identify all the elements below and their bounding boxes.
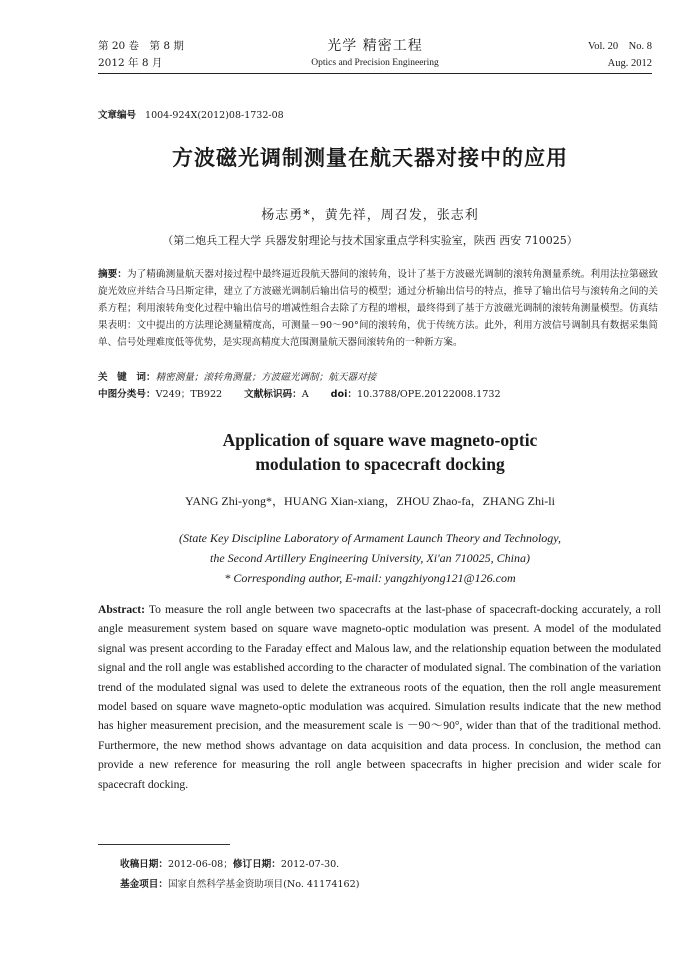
- article-number: [98, 107, 284, 121]
- authors-cn: 杨志勇*，黄先祥，周召发，张志利: [261, 208, 479, 223]
- volume-en: Vol. 20 No. 8: [588, 41, 652, 52]
- keywords-cn-text: 精密测量；滚转角测量；方波磁光调制；航天器对接: [155, 372, 377, 383]
- keywords-cn-label: 关 键 词：: [98, 372, 156, 383]
- clc-label: 中图分类号：: [98, 389, 156, 400]
- fund-label: 基金项目：: [120, 879, 168, 890]
- footnote-dates: [120, 858, 339, 872]
- title-en-line2: modulation to spacecraft docking: [255, 454, 505, 474]
- classification-line: [98, 386, 658, 403]
- abstract-en-label: Abstract:: [98, 603, 146, 616]
- abstract-cn-text: 为了精确测量航天器对接过程中最终逼近段航天器间的滚转角，设计了基于方波磁光调制的滚转角测量系统。利用法拉第磁致旋光效应并结合马吕斯定律，建立了方波磁光调制后输出信号的模型；通过分析输出信号的特点，推导了输出信号与滚转角之间的关系方程；利用滚转角变化过程中输出信号的增减性组合去除了方程的增根，最终得到了基于方波磁光调制的滚转角测量模型。仿真结果表明：文中提出的方法理论测量精度高，可测量－90～90°间的滚转角，优于传统方法。此外，利用方波信号调制具有数据采集简单、信号处理难度低等优势，是实现高精度大范围测量航天器间滚转角的一种新方案。: [98, 269, 658, 348]
- page-header: [98, 38, 652, 72]
- doi-value: 10.3788/OPE.20122008.1732: [357, 389, 501, 400]
- doc-code-label: 文献标识码：: [244, 389, 302, 400]
- authors-en: YANG Zhi-yong*，HUANG Xian-xiang，ZHOU Zhao-fa，ZHANG Zhi-li: [185, 494, 555, 508]
- header-right: [588, 38, 652, 72]
- affiliation-en: [60, 528, 680, 588]
- received-label: 收稿日期：: [120, 859, 168, 870]
- journal-name-cn: 光学 精密工程: [327, 38, 423, 54]
- title-en: [80, 428, 680, 476]
- received-value: 2012-06-08；: [167, 859, 233, 870]
- header-center: [98, 38, 652, 71]
- doi-label: doi：: [330, 389, 358, 400]
- journal-name-en: Optics and Precision Engineering: [311, 58, 439, 68]
- corresponding-author: * Corresponding author, E-mail: yangzhiyong121@126.com: [224, 571, 516, 585]
- affiliation-en-line1: (State Key Discipline Laboratory of Armament Launch Theory and Technology,: [179, 531, 561, 545]
- clc-value: V249；TB922: [155, 389, 223, 400]
- doc-code-value: A: [301, 389, 309, 400]
- affiliation-en-line2: the Second Artillery Engineering University, Xi'an 710025, China): [210, 551, 530, 565]
- revised-label: 修订日期：: [232, 859, 281, 870]
- title-cn: 方波磁光调制测量在航天器对接中的应用: [172, 146, 568, 170]
- abstract-cn: [98, 266, 658, 351]
- title-en-line1: Application of square wave magneto-optic: [222, 430, 538, 450]
- abstract-en: [98, 600, 661, 794]
- date-cn: 2012 年 8 月: [98, 57, 163, 69]
- header-rule: [98, 73, 652, 74]
- abstract-en-text: To measure the roll angle between two spacecrafts at the last-phase of spacecraft-docking accurately, a roll angle measurement system based on square wave magneto-optic modulation was present. A model of the modulated signal was present according to the Faraday effect and Malous law, and the relationship equation between the modulated signal and the roll angle was established according to the character of modulated signal. The combination of the variation trend of the modulated signal was used to delete the extraneous roots of the equation, then the roll angle measurement model based on square wave magneto-optic modulation was acquired. Simulation results indicate that the new method has higher measurement precision, and the measurement scale is －90～90°, wider than that of the traditional method. Furthermore, the new method shows advantage on data acquisition and data process. In conclusion, the method can provide a new reference for measuring the roll angle between spacecrafts in higher precision and wider scale for spacecraft docking.: [98, 603, 661, 791]
- volume-cn: 第 20 卷 第 8 期: [98, 40, 184, 52]
- abstract-cn-label: 摘要：: [98, 269, 127, 280]
- keywords-cn: [98, 369, 658, 386]
- fund-value: 国家自然科学基金资助项目(No. 41174162): [167, 879, 360, 890]
- affiliation-cn: （第二炮兵工程大学 兵器发射理论与技术国家重点学科实验室，陕西 西安 710025）: [162, 234, 578, 247]
- date-en: Aug. 2012: [607, 58, 652, 69]
- article-number-label: 文章编号: [98, 110, 137, 121]
- revised-value: 2012-07-30.: [280, 859, 340, 870]
- footnote-fund: [120, 878, 360, 892]
- article-number-value: 1004-924X(2012)08-1732-08: [145, 110, 284, 121]
- footnote-rule: [98, 844, 230, 845]
